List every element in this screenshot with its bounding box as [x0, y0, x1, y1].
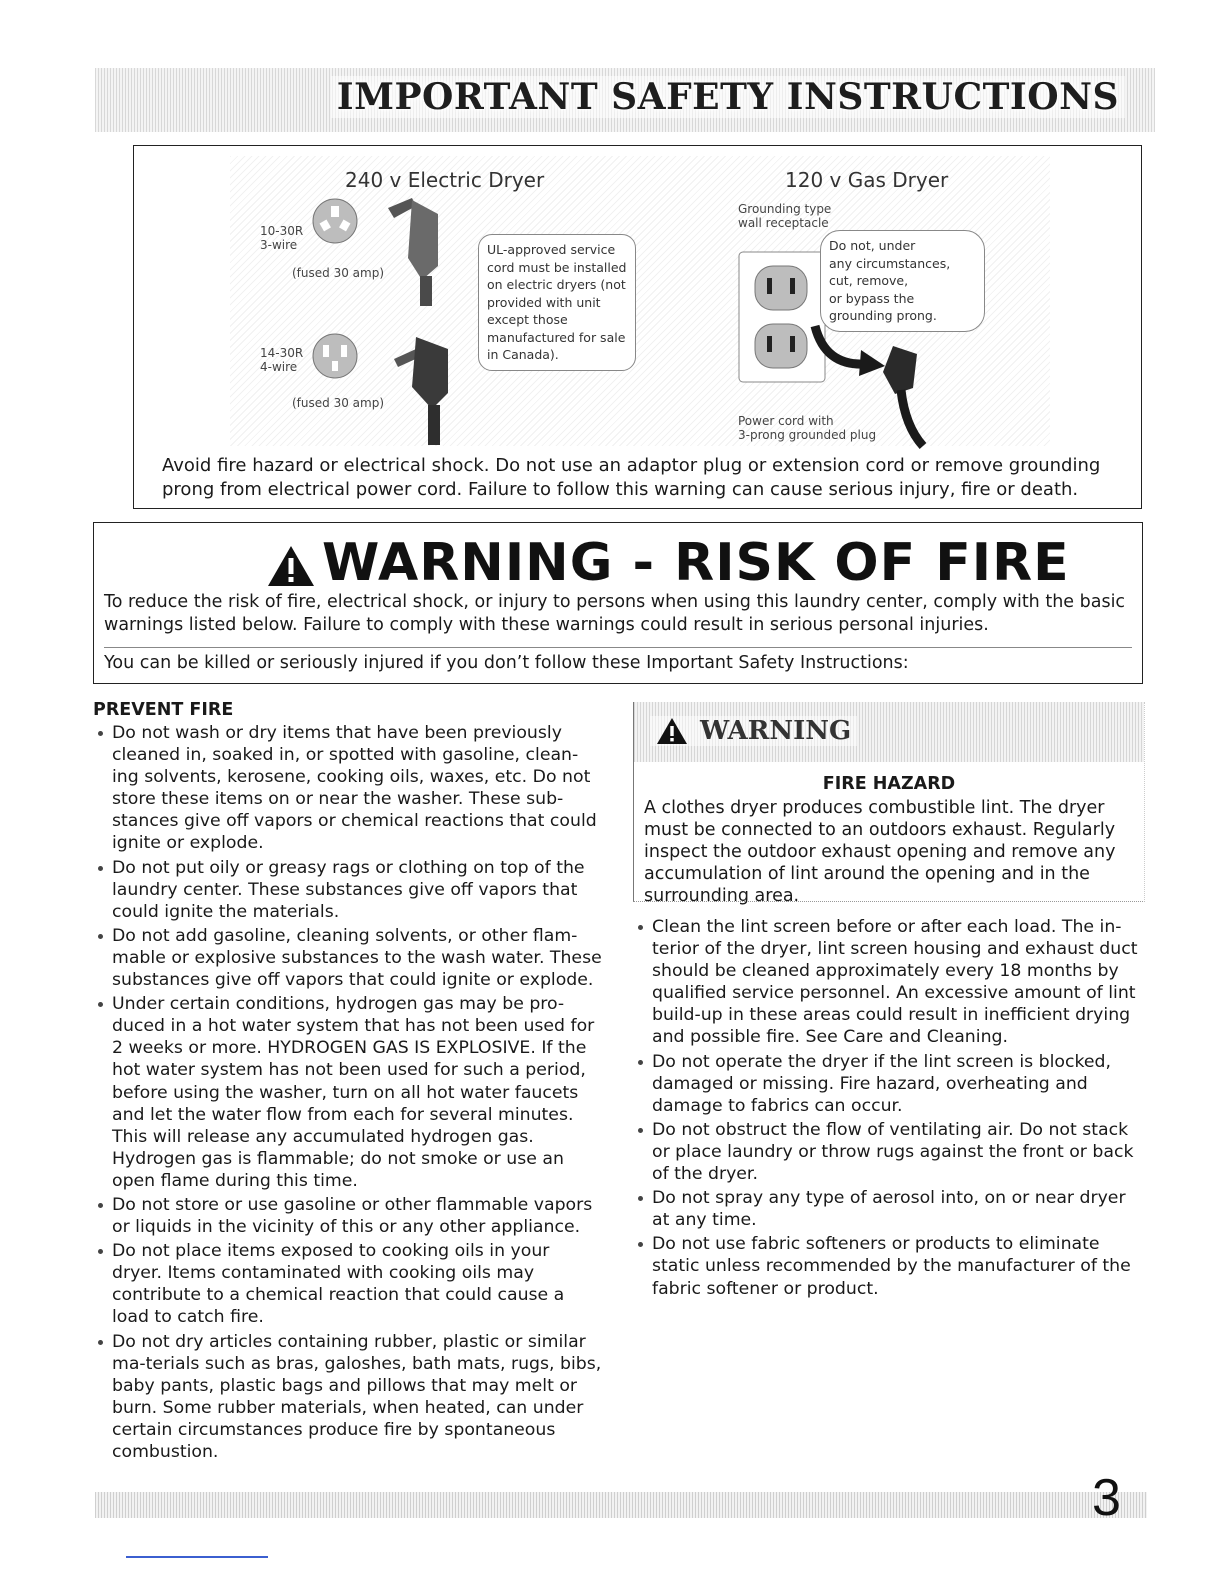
list-item: Do not store or use gasoline or other flammable vapors or liquids in the vicinity of this or any other appliance. [93, 1194, 603, 1238]
fire-hazard-section [633, 702, 1145, 1302]
list-item: Do not wash or dry items that have been previously cleaned in, soaked in, or spotted with gasoline, clean-ing solvents, kerosene, cooking oils, waxes, etc. Do not store these items on or near the washer. These sub-stances give off vapors or chemical reactions that could ignite or explode. [93, 722, 603, 855]
receptacle-4-wire-icon [310, 331, 360, 381]
warning-triangle-icon [266, 544, 316, 588]
list-item: Do not put oily or greasy rags or clothing on top of the laundry center. These substances give off vapors that could ignite the materials. [93, 857, 603, 923]
warning-lead: To reduce the risk of fire, electrical shock, or injury to persons when using this laundry center, comply with the basic warnings listed below. Failure to comply with these warnings could result in serious personal injuries. [104, 592, 1126, 635]
fire-hazard-body: A clothes dryer produces combustible lint. The dryer must be connected to an outdoors exhaust. Regularly inspect the outdoor exhaust opening and remove any accumulation of lint around the opening and in the surrounding area. [644, 798, 1116, 906]
warning-band [634, 702, 1144, 762]
header-band [95, 68, 1155, 132]
plug-14-30r-label: 14-30R 4-wire [260, 346, 304, 374]
plug-10-30r-label: 10-30R 3-wire [260, 224, 304, 252]
list-item: Do not obstruct the flow of ventilating air. Do not stack or place laundry or throw rugs against the front or back of the dryer. [633, 1119, 1145, 1185]
list-item: Do not dry articles containing rubber, plastic or similar ma-terials such as bras, galoshes, bath mats, rugs, bibs, baby pants, plastic bags and pillows that may melt or burn. Some rubber materials, when heated, can under certain circumstances produce fire by spontaneous combustion. [93, 1331, 603, 1464]
list-item: Under certain conditions, hydrogen gas may be pro-duced in a hot water system that has not been used for 2 weeks or more. HYDROGEN GAS IS EXPLOSIVE. If the hot water system has not been used for such a period, before using the washer, turn on all hot water faucets and let the water flow from each for several minutes. This will release any accumulated hydrogen gas. Hydrogen gas is flammable; do not smoke or use an open flame during this time. [93, 993, 603, 1192]
warning-label: WARNING [650, 716, 857, 746]
grounding-receptacle-label: Grounding type wall receptacle [738, 202, 832, 230]
dryer-cord-diagram [133, 145, 1142, 509]
plug-10-30r-fuse: (fused 30 amp) [292, 266, 385, 280]
fire-hazard-title: FIRE HAZARD [822, 774, 956, 794]
electric-dryer-title: 240 v Electric Dryer [345, 168, 545, 192]
risk-of-fire-warning [93, 522, 1143, 684]
margin-line [126, 1556, 268, 1558]
power-cord-label: Power cord with 3-prong grounded plug [738, 414, 877, 442]
list-item: Do not spray any type of aerosol into, on or near dryer at any time. [633, 1187, 1145, 1231]
fire-hazard-list [633, 916, 1145, 1300]
fire-hazard-warning-box [633, 702, 1145, 906]
warning-title: WARNING - RISK OF FIRE [266, 533, 1070, 595]
prevent-fire-list [93, 722, 603, 1463]
list-item: Clean the lint screen before or after each load. The in-terior of the dryer, lint screen housing and exhaust duct should be cleaned approximately every 18 months by qualified service personnel. An excessive amount of lint build-up in these areas could result in inefficient drying and possible fire. See Care and Cleaning. [633, 916, 1145, 1049]
divider [104, 647, 1132, 648]
plug-4-prong-cord-icon [390, 331, 456, 446]
list-item: Do not place items exposed to cooking oils in your dryer. Items contaminated with cooking oils may contribute to a chemical reaction that could cause a load to catch fire. [93, 1240, 603, 1328]
section-heading: PREVENT FIRE [93, 700, 234, 720]
prevent-fire-section [93, 700, 603, 1465]
list-item: Do not use fabric softeners or products to eliminate static unless recommended by the manufacturer of the fabric softener or product. [633, 1233, 1145, 1299]
diagram-illustration [230, 156, 1050, 446]
plug-14-30r-fuse: (fused 30 amp) [292, 396, 385, 410]
grounding-prong-callout: Do not, under any circumstances, cut, remove, or bypass the grounding prong. [820, 230, 985, 332]
warning-note: You can be killed or seriously injured if you don’t follow these Important Safety Instructions: [104, 653, 909, 673]
plug-3-prong-cord-icon [382, 188, 448, 308]
list-item: Do not operate the dryer if the lint screen is blocked, damaged or missing. Fire hazard, overheating and damage to fabrics can occur. [633, 1051, 1145, 1117]
gas-dryer-title: 120 v Gas Dryer [785, 168, 949, 192]
page-number: 3 [1092, 1469, 1121, 1527]
warning-triangle-icon [656, 717, 688, 745]
diagram-caption: Avoid fire hazard or electrical shock. Do not use an adaptor plug or extension cord or remove grounding prong from electrical power cord. Failure to follow this warning can cause serious injury, fire or death. [162, 455, 1101, 500]
ul-approved-cord-callout: UL-approved service cord must be installed on electric dryers (not provided with unit except those manufactured for sale in Canada). [478, 234, 636, 371]
page-title: IMPORTANT SAFETY INSTRUCTIONS [331, 76, 1125, 118]
footer-band [95, 1492, 1147, 1518]
list-item: Do not add gasoline, cleaning solvents, or other flam-mable or explosive substances to the wash water. These substances give off vapors that could ignite or explode. [93, 925, 603, 991]
receptacle-3-wire-icon [310, 196, 360, 246]
